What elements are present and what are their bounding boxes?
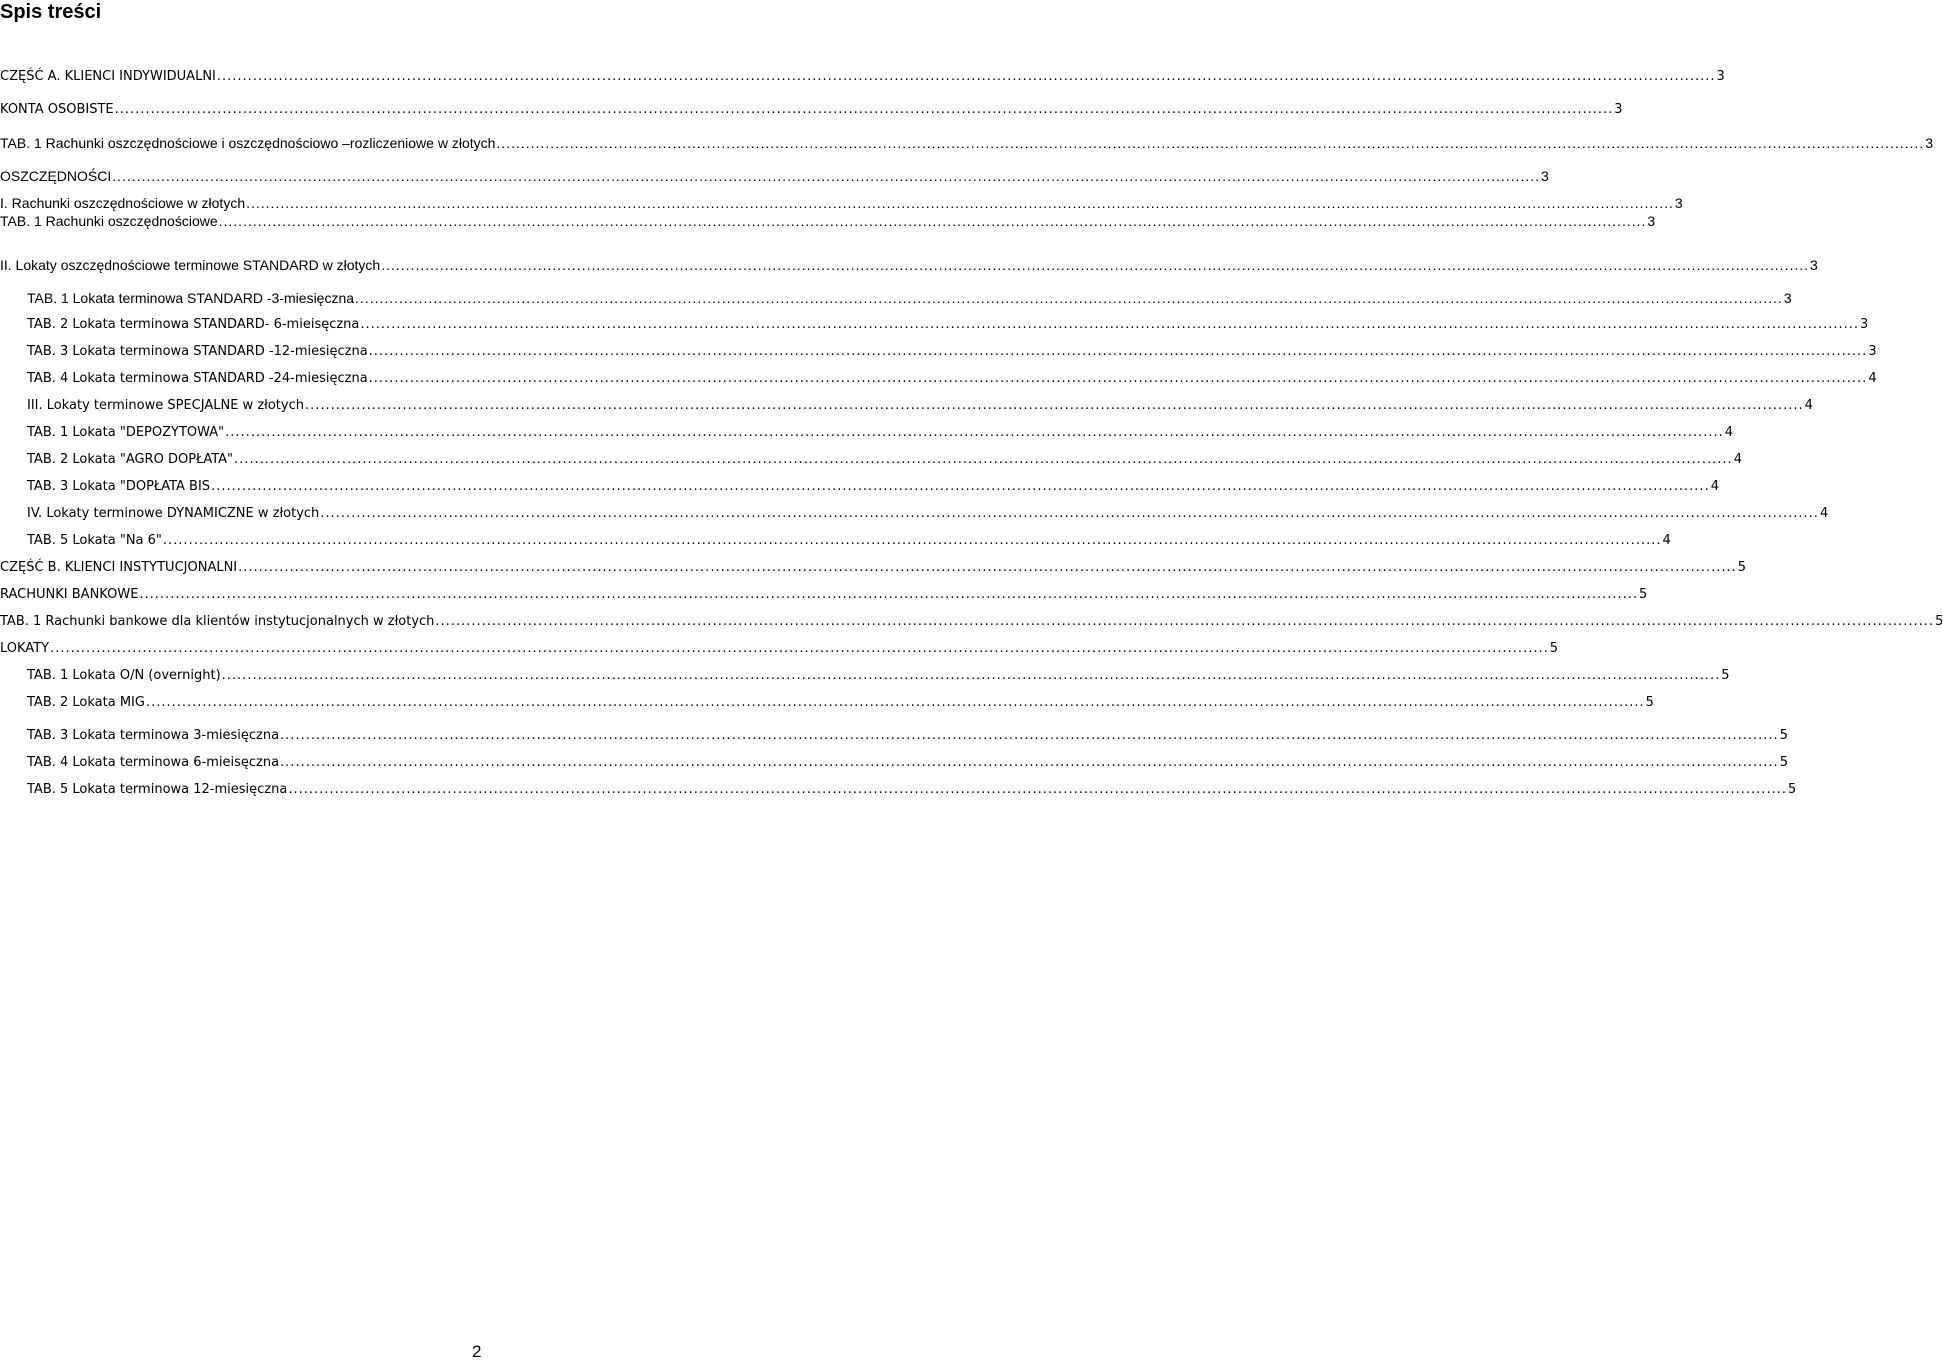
toc-leader (320, 505, 1819, 523)
toc-leader (163, 532, 1662, 550)
toc-entry[interactable] (27, 505, 1829, 523)
toc-entry-page: 3 (1716, 69, 1725, 84)
toc-entry-text: TAB. 4 Lokata terminowa 6-mieisęczna (27, 755, 280, 770)
toc-entry[interactable] (27, 781, 1797, 799)
toc-leader (369, 343, 1868, 361)
toc-entry-page: 5 (1737, 560, 1747, 575)
toc-entry-page: 5 (1787, 782, 1797, 797)
toc-entry-text: TAB. 2 Lokata "AGRO DOPŁATA" (27, 452, 234, 467)
toc-entry-text: TAB. 1 Lokata terminowa STANDARD -3-miesięczna (27, 290, 355, 306)
toc-leader (381, 256, 1809, 274)
toc-entry-page: 5 (1935, 614, 1943, 629)
toc-entry[interactable] (27, 424, 1734, 442)
toc-entry-page: 3 (1925, 135, 1933, 151)
toc-entry-page: 4 (1724, 425, 1734, 440)
toc-entry-page: 3 (1783, 290, 1792, 306)
toc-entry[interactable] (27, 727, 1788, 745)
toc-entry-page: 4 (1819, 506, 1829, 521)
toc-leader (435, 613, 1934, 631)
toc-entry[interactable] (27, 289, 1792, 307)
toc-entry[interactable] (0, 256, 1818, 274)
toc-entry[interactable] (27, 532, 1671, 550)
toc-leader (246, 194, 1674, 212)
page-title: Spis treści (0, 1, 102, 23)
toc-leader (496, 134, 1924, 152)
toc-entry-text: OSZCZĘDNOŚCI (0, 168, 112, 184)
toc-leader (217, 68, 1716, 86)
toc-entry[interactable] (27, 343, 1877, 361)
toc-leader (115, 101, 1614, 119)
toc-entry-page: 3 (1647, 213, 1656, 229)
toc-entry[interactable] (27, 694, 1654, 712)
page-number: 2 (472, 1342, 482, 1361)
toc-entry[interactable] (0, 640, 1558, 658)
toc-entry-text: RACHUNKI BANKOWE (0, 587, 139, 602)
toc-entry-text: CZĘŚĆ B. KLIENCI INSTYTUCJONALNI (0, 560, 238, 575)
toc-entry-page: 5 (1721, 668, 1730, 683)
toc-leader (280, 727, 1779, 745)
toc-leader (360, 316, 1859, 334)
toc-entry-page: 3 (1614, 102, 1623, 117)
toc-entry-text: TAB. 2 Lokata MIG (27, 695, 145, 710)
toc-leader (280, 754, 1779, 772)
toc-leader (211, 478, 1710, 496)
toc-entry[interactable] (27, 451, 1742, 469)
toc-entry-page: 4 (1710, 479, 1719, 494)
toc-entry-page: 5 (1639, 587, 1648, 602)
toc-entry-text: TAB. 1 Lokata "DEPOZYTOWA" (27, 425, 225, 440)
toc-entry-text: LOKATY (0, 641, 50, 656)
toc-entry[interactable] (0, 613, 1943, 631)
toc-leader (369, 370, 1868, 388)
toc-entry[interactable] (0, 586, 1648, 604)
toc-entry-text: KONTA OSOBISTE (0, 102, 114, 117)
toc-entry[interactable] (0, 68, 1725, 86)
toc-entry-text: TAB. 5 Lokata "Na 6" (27, 533, 162, 548)
toc-leader (112, 167, 1540, 185)
toc-entry-text: TAB. 1 Rachunki oszczędnościowe i oszczędnościowo –rozliczeniowe w złotych (0, 135, 496, 151)
toc-entry-text: CZĘŚĆ A. KLIENCI INDYWIDUALNI (0, 69, 216, 84)
toc-leader (355, 289, 1783, 307)
toc-entry[interactable] (0, 167, 1549, 185)
toc-entry-page: 5 (1645, 695, 1654, 710)
toc-entry-text: TAB. 1 Lokata O/N (overnight) (27, 668, 221, 683)
toc-leader (50, 640, 1549, 658)
toc-entry[interactable] (0, 559, 1747, 577)
toc-entry-page: 4 (1804, 398, 1813, 413)
toc-entry-text: IV. Lokaty terminowe DYNAMICZNE w złotych (27, 506, 320, 521)
toc-entry-page: 3 (1860, 317, 1869, 332)
toc-entry-text: TAB. 3 Lokata terminowa 3-miesięczna (27, 728, 280, 743)
toc-leader (225, 424, 1724, 442)
toc-entry[interactable] (27, 397, 1813, 415)
toc-entry[interactable] (27, 478, 1719, 496)
toc-entry-text: I. Rachunki oszczędnościowe w złotych (0, 195, 246, 211)
toc-entry-text: II. Lokaty oszczędnościowe terminowe STANDARD w złotych (0, 257, 381, 273)
toc-entry[interactable] (27, 316, 1869, 334)
toc-entry-text: III. Lokaty terminowe SPECJALNE w złotych (27, 398, 304, 413)
toc-leader (288, 781, 1787, 799)
toc-entry-page: 4 (1868, 371, 1877, 386)
toc-leader (146, 694, 1645, 712)
toc-entry-page: 4 (1662, 533, 1671, 548)
toc-leader (238, 559, 1737, 577)
toc-entry[interactable] (27, 667, 1730, 685)
toc-entry-text: TAB. 5 Lokata terminowa 12-miesięczna (27, 782, 288, 797)
toc-entry-page: 3 (1868, 344, 1877, 359)
toc-entry-text: TAB. 2 Lokata terminowa STANDARD- 6-mieisęczna (27, 317, 360, 332)
toc-entry[interactable] (0, 212, 1656, 230)
toc-entry[interactable] (0, 134, 1933, 152)
toc-leader (219, 212, 1647, 230)
toc-entry-page: 3 (1541, 168, 1549, 184)
toc-leader (139, 586, 1638, 604)
toc-entry[interactable] (0, 101, 1623, 119)
toc-entry-page: 4 (1733, 452, 1742, 467)
toc-leader (234, 451, 1733, 469)
toc-entry-text: TAB. 3 Lokata terminowa STANDARD -12-miesięczna (27, 344, 368, 359)
toc-entry-page: 3 (1810, 257, 1818, 273)
toc-entry-text: TAB. 4 Lokata terminowa STANDARD -24-miesięczna (27, 371, 368, 386)
toc-entry-text: TAB. 1 Rachunki bankowe dla klientów instytucjonalnych w złotych (0, 614, 435, 629)
toc-leader (222, 667, 1721, 685)
toc-entry-text: TAB. 1 Rachunki oszczędnościowe (0, 213, 218, 229)
toc-entry[interactable] (27, 754, 1788, 772)
toc-entry-page: 5 (1549, 641, 1558, 656)
toc-entry[interactable] (27, 370, 1877, 388)
toc-entry-page: 5 (1779, 755, 1788, 770)
toc-entry[interactable] (0, 194, 1683, 212)
toc-entry-page: 5 (1779, 728, 1788, 743)
toc-leader (305, 397, 1804, 415)
toc-entry-text: TAB. 3 Lokata "DOPŁATA BIS (27, 479, 211, 494)
toc-entry-page: 3 (1674, 195, 1683, 211)
